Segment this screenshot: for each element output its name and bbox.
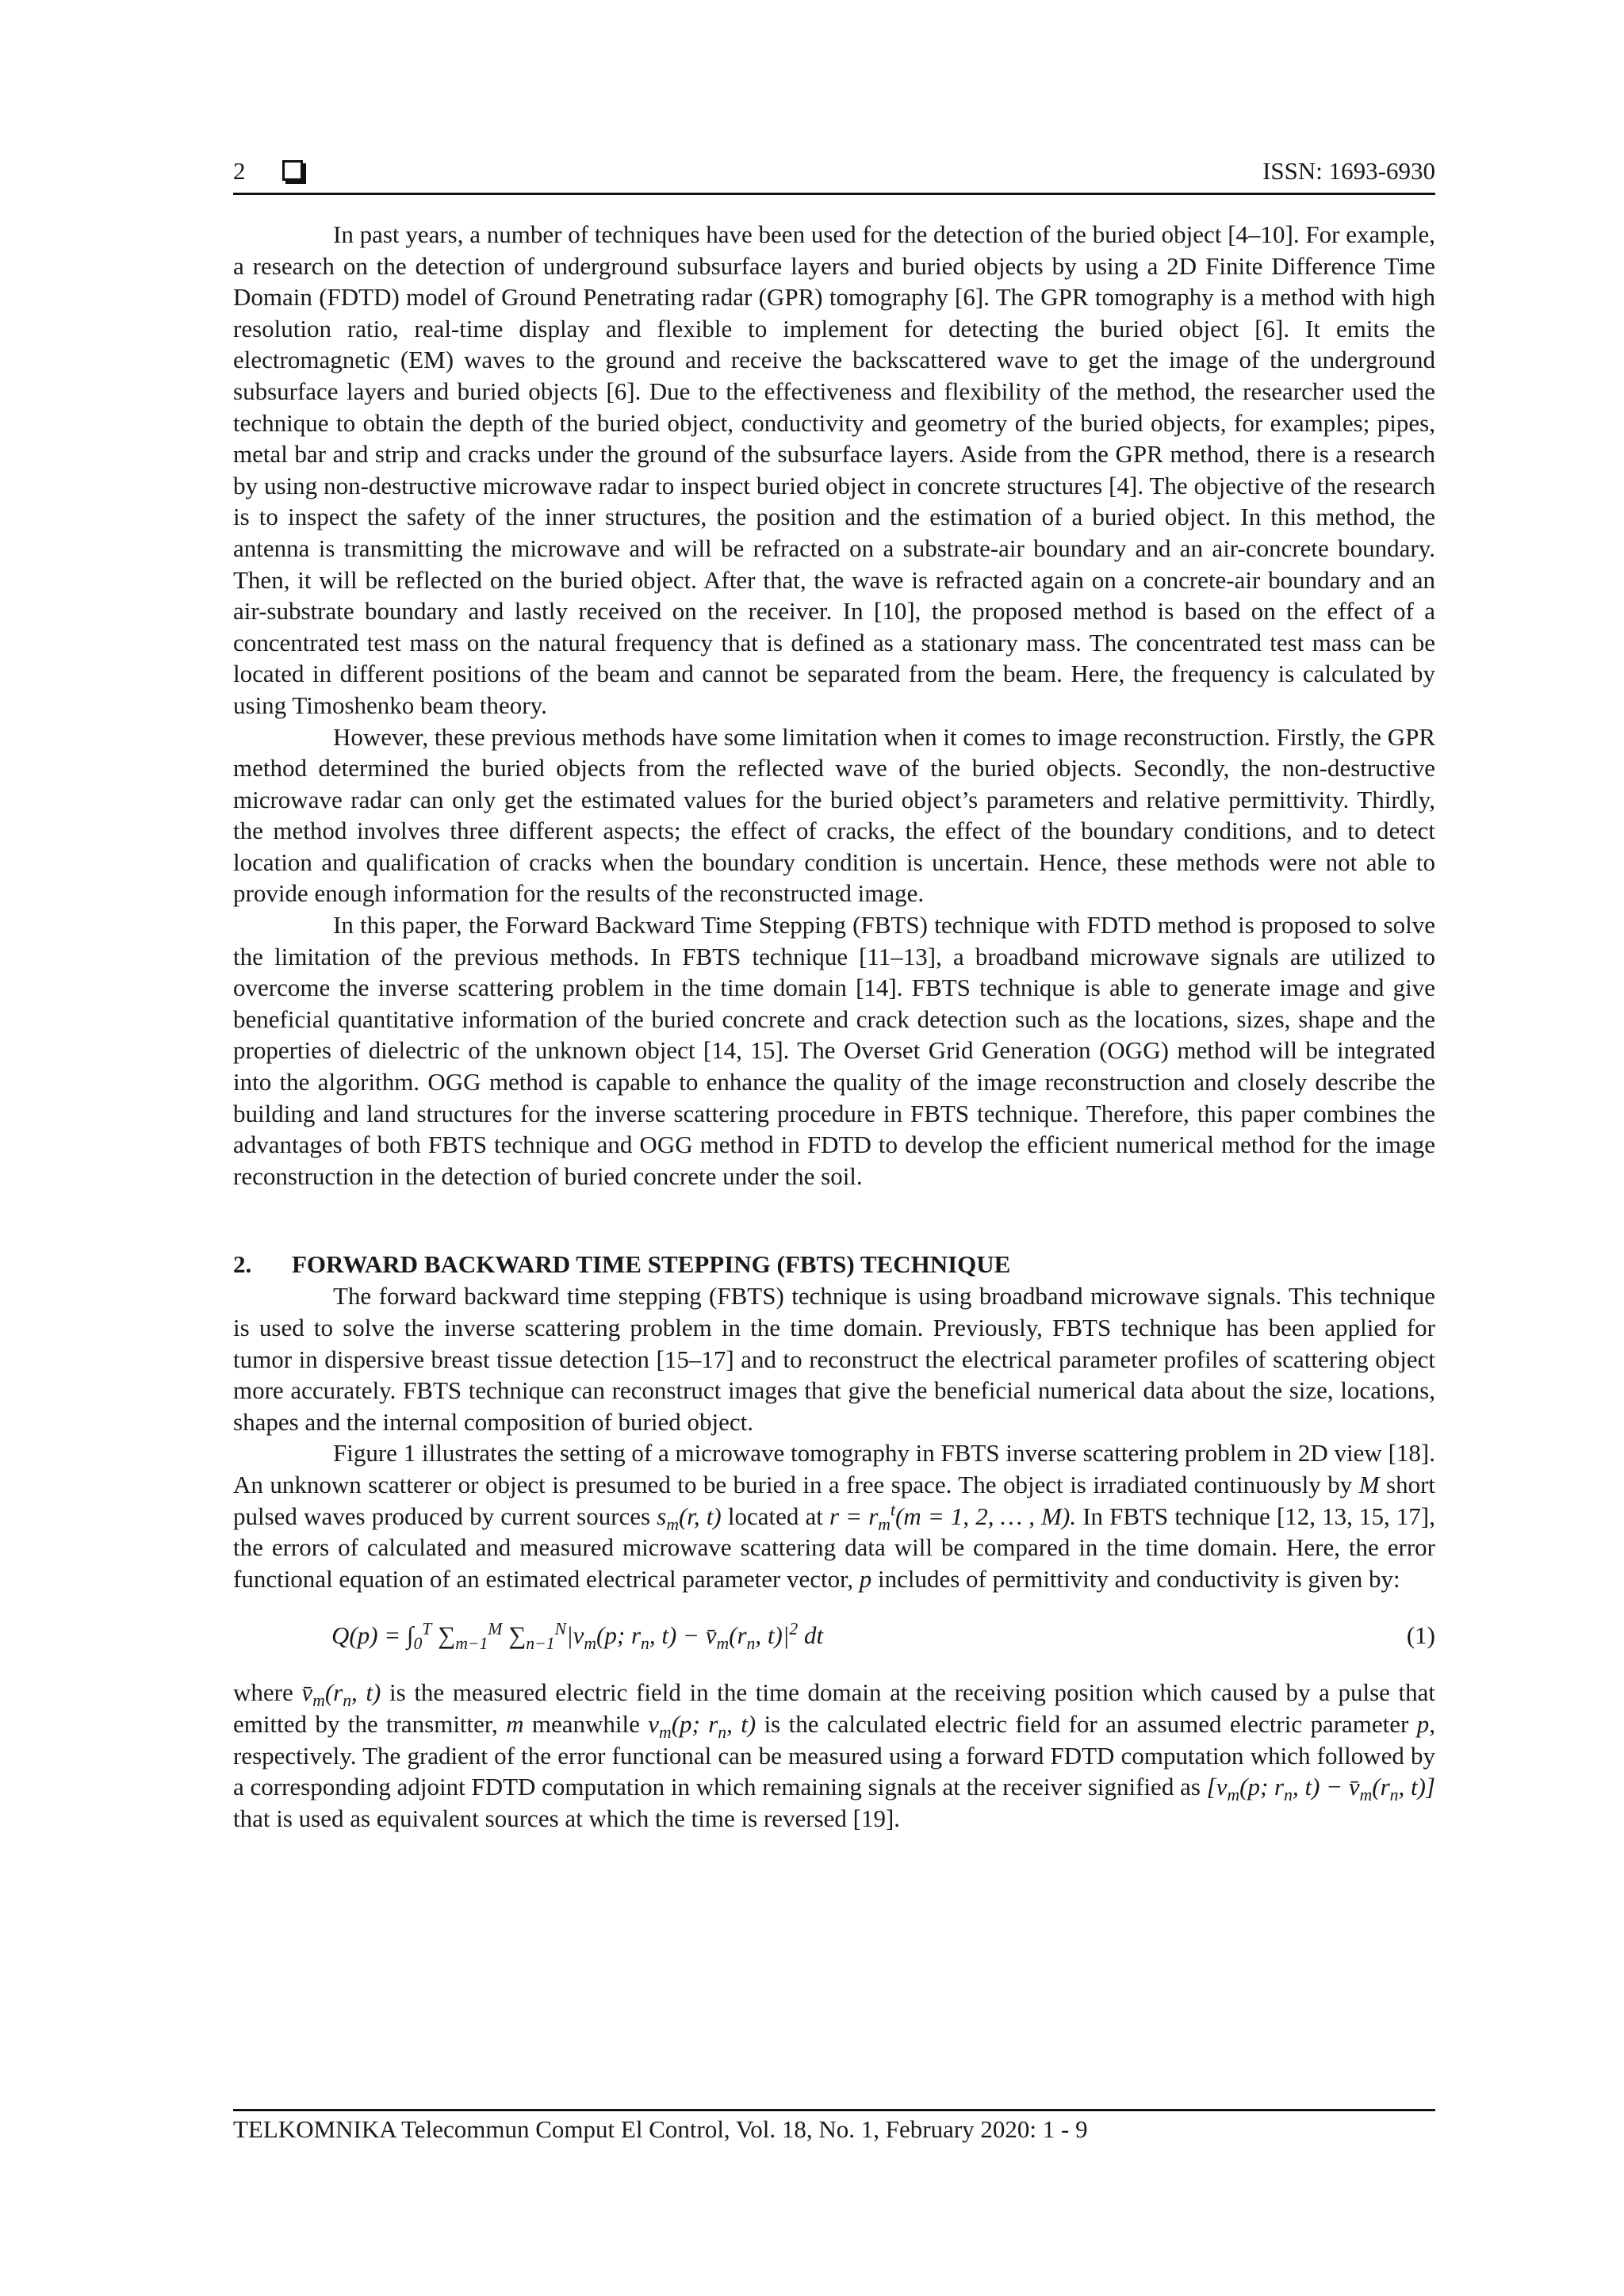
section-title: FORWARD BACKWARD TIME STEPPING (FBTS) TECHNIQUE <box>292 1250 1011 1279</box>
section-2-paragraph-3: where $v̄_m(r_n$, t) is the measured electric field in the time domain at the receiving position which caused by a pulse that emitted by the transmitter, m meanwhile $v_m(p$; $r_n$, t) is the calculated electric field for an assumed electric parameter p, respectively. The gradient of the error functional can be measured using a forward FDTD computation which followed by a corresponding adjoint FDTD computation in which remaining signals at the receiver signified as [$v_m(p$; $r_n$, $t) - v̄_m(r_n$, t)] that is used as equivalent sources at which the time is reversed [19]. <box>233 1678 1436 1832</box>
page-header <box>233 155 1435 193</box>
section-2-paragraph-1: The forward backward time stepping (FBTS) technique is using broadband microwave signals. This technique is used to solve the inverse scattering problem in the time domain. Previously, FBTS technique has been applied for tumor in dispersive breast tissue detection [15–17] and to reconstruct the electrical parameter profiles of scattering object more accurately. FBTS technique can reconstruct images that give the beneficial numerical data about the size, locations, shapes and the internal composition of buried object. <box>233 1282 1435 1436</box>
section-2-heading <box>233 1249 1435 1280</box>
page-number: 2 <box>233 157 246 185</box>
intro-paragraph-2: However, these previous methods have some limitation when it comes to image reconstruction. Firstly, the GPR method determined the buried objects from the reflected wave of the buried objects. Secondly, the non-destructive microwave radar can only get the estimated values for the buried object’s parameters and relative permittivity. Thirdly, the method involves three different aspects; the effect of cracks, the effect of the boundary conditions, and to detect location and qualification of cracks when the boundary condition is uncertain. Hence, these methods were not able to provide enough information for the results of the reconstructed image. <box>233 722 1435 908</box>
page-footer: TELKOMNIKA Telecommun Comput El Control, Vol. 18, No. 1, February 2020: 1 - 9 <box>233 2115 1088 2143</box>
equation-1 <box>233 1612 1435 1659</box>
header-divider <box>233 193 1435 195</box>
issn-label: ISSN: 1693-6930 <box>1262 157 1435 185</box>
checkbox-square-icon <box>282 160 303 181</box>
intro-paragraph-1: In past years, a number of techniques have been used for the detection of the buried object [4–10]. For example, a research on the detection of underground subsurface layers and buried objects by using a 2D Finite Difference Time Domain (FDTD) model of Ground Penetrating radar (GPR) tomography [6]. The GPR tomography is a method with high resolution ratio, real-time display and flexible to implement for detecting the buried object [6]. It emits the electromagnetic (EM) waves to the ground and receive the backscattered wave to get the image of the underground subsurface layers and buried objects [6]. Due to the effectiveness and flexibility of the method, the researcher used the technique to obtain the depth of the buried object, conductivity and geometry of the buried objects, for examples; pipes, metal bar and strip and cracks under the ground of the subsurface layers. Aside from the GPR method, there is a research by using non-destructive microwave radar to inspect buried object in concrete structures [4]. The objective of the research is to inspect the safety of the inner structures, the position and the estimation of a buried object. In this method, the antenna is transmitting the microwave and will be refracted on a substrate-air boundary and an air-concrete boundary. Then, it will be reflected on the buried object. After that, the wave is refracted again on a concrete-air boundary and an air-substrate boundary and lastly received on the receiver. In [10], the proposed method is based on the effect of a concentrated test mass on the natural frequency that is defined as a stationary mass. The concentrated test mass can be located in different positions of the beam and cannot be separated from the beam. Here, the frequency is calculated by using Timoshenko beam theory. <box>233 220 1435 719</box>
section-number: 2. <box>233 1250 252 1279</box>
article-body <box>233 219 1435 1834</box>
equation-expression: $Q(p) = \int_0^T$ $\sum_{m-1}^M$ $\sum_{n-1}^N|v_m(p$; $r_n$, $t) - v̄_m(r_n$, $t)|^2$ dt <box>331 1620 824 1654</box>
section-2-paragraph-2: Figure 1 illustrates the setting of a microwave tomography in FBTS inverse scattering problem in 2D view [18]. An unknown scatterer or object is presumed to be buried in a free space. The object is irradiated continuously by M short pulsed waves produced by current sources $s_m(r$, t) located at $r = r_m^t(m = 1$, 2, … , M). In FBTS technique [12, 13, 15, 17], the errors of calculated and measured microwave scattering data will be compared in the time domain. Here, the error functional equation of an estimated electrical parameter vector, p includes of permittivity and conductivity is given by: <box>233 1439 1436 1593</box>
intro-paragraph-3: In this paper, the Forward Backward Time Stepping (FBTS) technique with FDTD method is proposed to solve the limitation of the previous methods. In FBTS technique [11–13], a broadband microwave signals are utilized to overcome the inverse scattering problem in the time domain [14]. FBTS technique is able to generate image and give beneficial quantitative information of the buried concrete and crack detection such as the locations, sizes, shape and the properties of dielectric of the unknown object [14, 15]. The Overset Grid Generation (OGG) method will be integrated into the algorithm. OGG method is capable to enhance the quality of the image reconstruction and closely describe the building and land structures for the inverse scattering procedure in FBTS technique. Therefore, this paper combines the advantages of both FBTS technique and OGG method in FDTD to develop the efficient numerical method for the image reconstruction in the detection of buried concrete under the soil. <box>233 911 1435 1190</box>
footer-divider <box>233 2109 1435 2111</box>
equation-number: (1) <box>1406 1621 1435 1650</box>
